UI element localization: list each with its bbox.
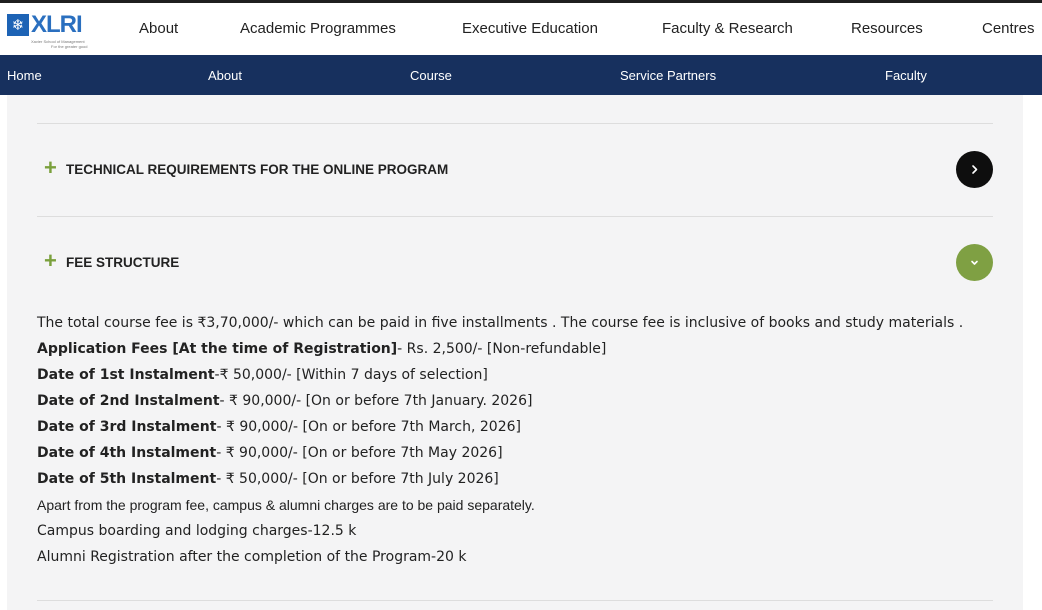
logo-tagline: Xavier School of Management	[31, 39, 85, 44]
fee-intro: The total course fee is ₹3,70,000/- which can be paid in five installments . The course fee is inclusive of books and study materials .	[37, 315, 964, 331]
subnav-faculty[interactable]: Faculty	[885, 68, 927, 83]
alumni-charges: Alumni Registration after the completion of the Program-20 k	[37, 549, 467, 565]
nav-about[interactable]: About	[139, 20, 179, 37]
logo-motto: For the greater good	[51, 44, 88, 49]
plus-icon: +	[44, 155, 57, 180]
top-navigation	[0, 3, 1042, 55]
fee-item: Date of 4th Instalment- ₹ 90,000/- [On or before 7th May 2026]	[37, 445, 503, 461]
plus-icon: +	[44, 248, 57, 273]
nav-academic-programmes[interactable]: Academic Programmes	[240, 20, 396, 37]
fee-item: Application Fees [At the time of Registration]- Rs. 2,500/- [Non-refundable]	[37, 341, 607, 357]
nav-executive-education[interactable]: Executive Education	[462, 20, 598, 37]
logo-wordmark: XLRI	[31, 11, 82, 38]
chevron-right-icon[interactable]	[956, 151, 993, 188]
chevron-down-icon[interactable]	[956, 244, 993, 281]
subnav-home[interactable]: Home	[7, 68, 42, 83]
accordion-technical-requirements[interactable]	[37, 150, 993, 190]
fee-item: Date of 2nd Instalment- ₹ 90,000/- [On or before 7th January. 2026]	[37, 393, 533, 409]
fee-item: Date of 5th Instalment- ₹ 50,000/- [On or before 7th July 2026]	[37, 471, 499, 487]
nav-resources[interactable]: Resources	[851, 20, 923, 37]
fee-structure-content	[37, 313, 997, 573]
subnav-course[interactable]: Course	[410, 68, 452, 83]
divider	[37, 600, 993, 601]
fee-item: Date of 1st Instalment-₹ 50,000/- [Within 7 days of selection]	[37, 367, 488, 383]
subnav-about[interactable]: About	[208, 68, 242, 83]
nav-centres[interactable]: Centres	[982, 20, 1035, 37]
fee-item: Date of 3rd Instalment- ₹ 90,000/- [On or before 7th March, 2026]	[37, 419, 521, 435]
accordion-title: TECHNICAL REQUIREMENTS FOR THE ONLINE PROGRAM	[66, 162, 449, 177]
divider	[37, 216, 993, 217]
subnav-service-partners[interactable]: Service Partners	[620, 68, 717, 83]
campus-charges: Campus boarding and lodging charges-12.5 k	[37, 523, 357, 539]
fee-note: Apart from the program fee, campus & alumni charges are to be paid separately.	[37, 497, 535, 513]
snowflake-emblem-icon: ❄	[7, 14, 29, 36]
xlri-logo[interactable]	[7, 11, 88, 50]
accordion-title: FEE STRUCTURE	[66, 255, 180, 270]
course-subnav	[0, 55, 1042, 95]
nav-faculty-research[interactable]: Faculty & Research	[662, 20, 793, 37]
divider	[37, 123, 993, 124]
accordion-fee-structure[interactable]	[37, 243, 993, 283]
